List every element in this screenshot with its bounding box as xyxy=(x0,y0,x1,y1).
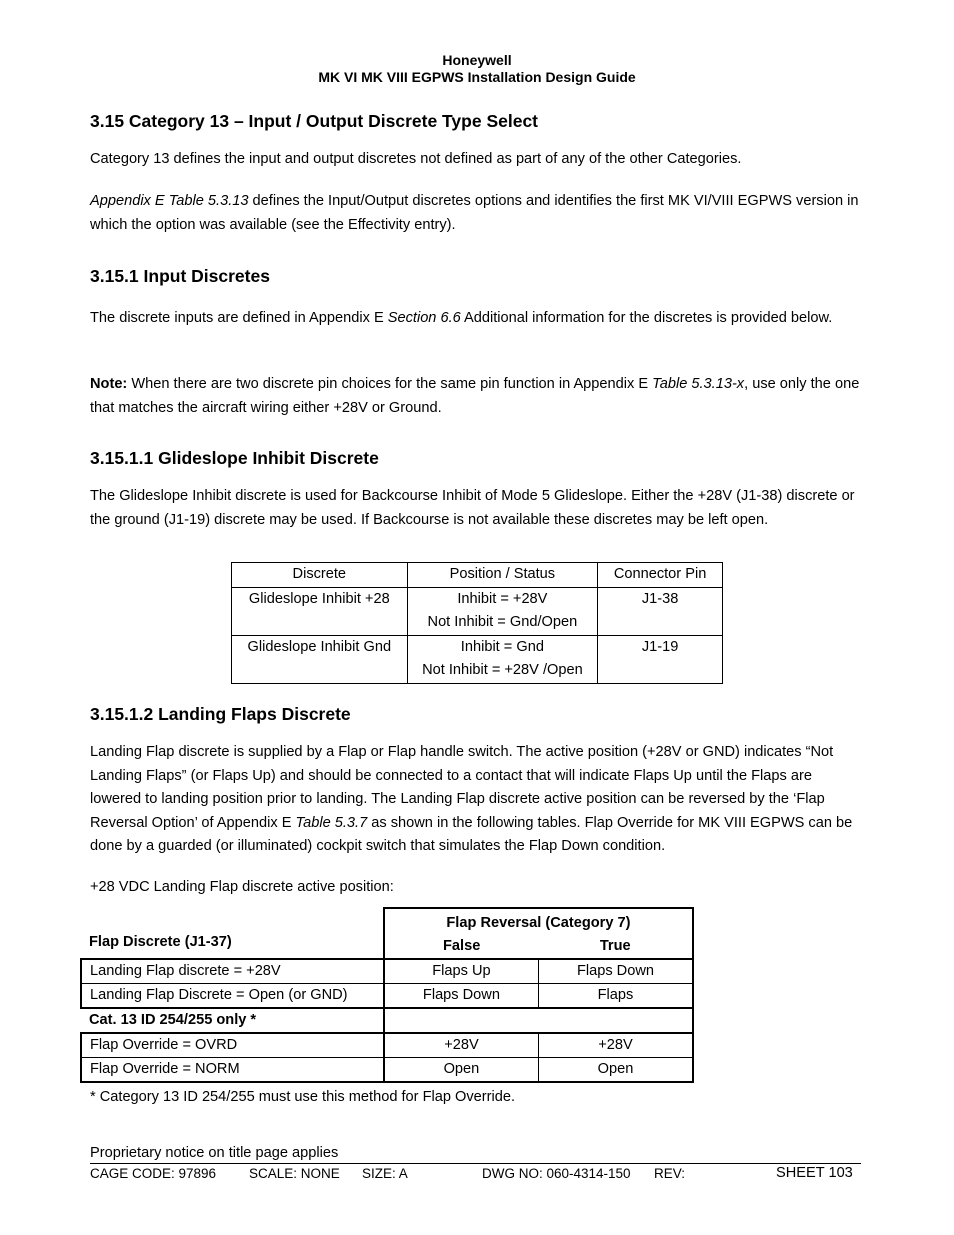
header-flap-discrete: Flap Discrete (J1-37) xyxy=(89,934,232,950)
header-title: MK VI MK VIII EGPWS Installation Design Guide xyxy=(318,69,636,85)
table-row: Landing Flap discrete = +28V Flaps Up Flaps Down xyxy=(81,959,693,984)
header-true: True xyxy=(538,935,693,959)
landing-flaps-paragraph: Landing Flap discrete is supplied by a Flap or Flap handle switch. The active position (+28V or GND) indicates “Not Landing Flaps” (or Flaps Up) and should be connected to a contact that will indicate Flaps Up until the Flaps are lowered to landing position prior to landing. The Landing Flap discrete active position can be reversed by the ‘Flap Reversal Option’ of Appendix E Table 5.3.7 as shown in the following tables. Flap Override for MK VIII EGPWS can be done by a guarded (or illuminated) cockpit switch that simulates the Flap Down condition. xyxy=(90,744,853,854)
section-ref: Section 6.6 xyxy=(387,310,461,326)
input-discretes-paragraph: The discrete inputs are defined in Appendix E Section 6.6 Additional information for the discretes is provided below. xyxy=(90,310,833,326)
table-ref: Table 5.3.7 xyxy=(295,814,368,831)
table-row xyxy=(81,1008,693,1033)
subsection-heading-glideslope: 3.15.1.1 Glideslope Inhibit Discrete xyxy=(90,448,379,468)
table-row xyxy=(232,587,723,635)
cell-status: Inhibit = +28V Not Inhibit = Gnd/Open xyxy=(407,587,598,635)
table-ref: Table 5.3.13-x xyxy=(652,376,745,392)
section-paragraph-2: Appendix E Table 5.3.13 defines the Input/Output discretes options and identifies the first MK VI/VIII EGPWS version in which the option was available (see the Effectivity entry). xyxy=(90,193,859,233)
section-heading: 3.15 Category 13 – Input / Output Discrete Type Select xyxy=(90,111,539,131)
note-label: Note: xyxy=(90,376,128,392)
revision: REV: xyxy=(654,1166,686,1181)
cat13-row-label: Cat. 13 ID 254/255 only * xyxy=(81,1008,384,1033)
size: SIZE: A xyxy=(362,1166,408,1181)
header-flap-reversal: Flap Reversal (Category 7) xyxy=(384,908,693,935)
section-paragraph-1: Category 13 defines the input and output discretes not defined as part of any of the other Categories. xyxy=(90,151,742,167)
sheet-number: SHEET 103 xyxy=(776,1165,853,1181)
subsection-heading-input-discretes: 3.15.1 Input Discretes xyxy=(90,266,270,286)
footer-divider xyxy=(90,1163,861,1164)
table-header-row xyxy=(232,563,723,588)
table-row xyxy=(232,635,723,683)
glideslope-paragraph: The Glideslope Inhibit discrete is used for Backcourse Inhibit of Mode 5 Glideslope. Either the +28V (J1-38) discrete or the ground (J1-19) discrete may be used. If Backcourse is not available these discretes may be left open. xyxy=(90,488,855,528)
header-false: False xyxy=(384,935,539,959)
cell-pin: J1-19 xyxy=(598,635,723,683)
appendix-ref: Appendix E Table 5.3.13 xyxy=(90,193,249,209)
header-company: Honeywell xyxy=(442,52,512,68)
proprietary-notice: Proprietary notice on title page applies xyxy=(90,1145,339,1161)
glideslope-table xyxy=(231,562,723,684)
flap-footnote: * Category 13 ID 254/255 must use this method for Flap Override. xyxy=(90,1089,516,1105)
active-position-caption: +28 VDC Landing Flap discrete active position: xyxy=(90,879,394,895)
table-row: Landing Flap Discrete = Open (or GND) Flaps Down Flaps xyxy=(81,984,693,1009)
cell-status: Inhibit = Gnd Not Inhibit = +28V /Open xyxy=(407,635,598,683)
cage-code: CAGE CODE: 97896 xyxy=(90,1166,217,1181)
scale: SCALE: NONE xyxy=(249,1166,340,1181)
table-row: Flap Override = NORM Open Open xyxy=(81,1058,693,1083)
cell-discrete: Glideslope Inhibit +28 xyxy=(232,587,408,635)
table-row: Flap Override = OVRD +28V +28V xyxy=(81,1033,693,1058)
flap-table xyxy=(80,907,694,1083)
cell-discrete: Glideslope Inhibit Gnd xyxy=(232,635,408,683)
header-discrete: Discrete xyxy=(232,563,408,588)
subsection-heading-landing-flaps: 3.15.1.2 Landing Flaps Discrete xyxy=(90,704,351,724)
cell-pin: J1-38 xyxy=(598,587,723,635)
note-paragraph: Note: When there are two discrete pin choices for the same pin function in Appendix E Table 5.3.13-x, use only the one that matches the aircraft wiring either +28V or Ground. xyxy=(90,376,860,416)
drawing-number: DWG NO: 060-4314-150 xyxy=(482,1166,631,1181)
header-position-status: Position / Status xyxy=(407,563,598,588)
header-connector-pin: Connector Pin xyxy=(598,563,723,588)
